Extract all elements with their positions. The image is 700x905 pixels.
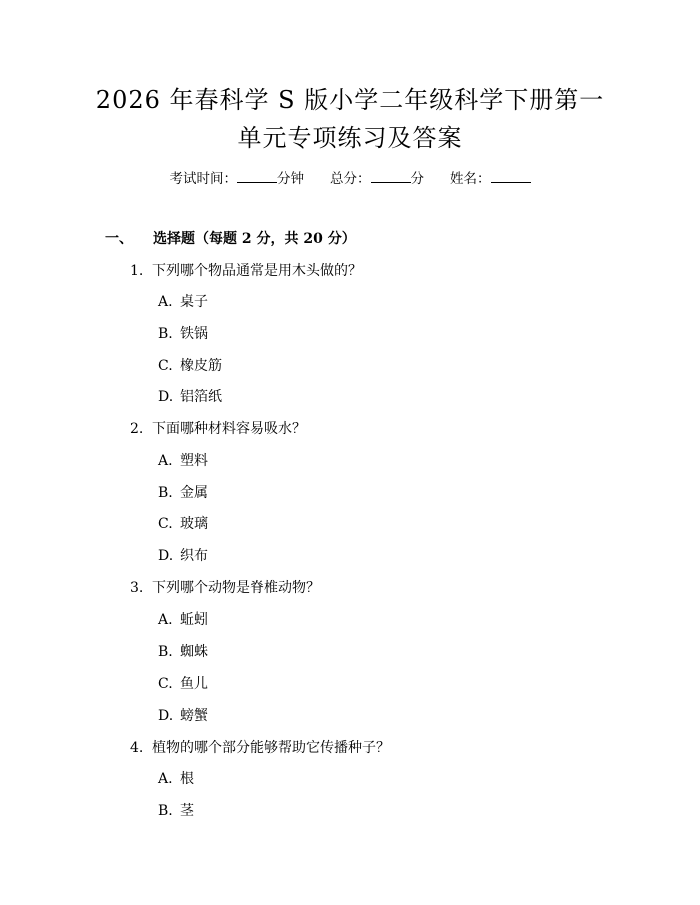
option-3b bbox=[158, 642, 208, 662]
option-letter: B. bbox=[158, 326, 173, 342]
option-letter: D. bbox=[158, 389, 174, 405]
total-score-label: 总分： bbox=[330, 171, 371, 187]
option-1d bbox=[158, 387, 222, 407]
question-text: 植物的哪个部分能够帮助它传播种子？ bbox=[152, 740, 390, 756]
option-4a bbox=[158, 769, 194, 789]
option-text: 铝箔纸 bbox=[180, 389, 222, 405]
option-letter: C. bbox=[158, 516, 173, 532]
option-2c bbox=[158, 514, 208, 534]
option-letter: D. bbox=[158, 548, 174, 564]
option-4b bbox=[158, 801, 194, 821]
exam-time-unit: 分钟 bbox=[277, 171, 304, 187]
exam-time-label: 考试时间： bbox=[169, 171, 237, 187]
option-3a bbox=[158, 610, 208, 630]
exam-info-row bbox=[0, 168, 700, 189]
option-letter: C. bbox=[158, 358, 173, 374]
document-title-line-1: 2026 年春科学 S 版小学二年级科学下册第一 bbox=[95, 86, 605, 114]
question-number: 1. bbox=[130, 263, 144, 279]
question-text: 下面哪种材料容易吸水？ bbox=[152, 421, 306, 437]
student-name-blank bbox=[491, 168, 531, 183]
option-text: 塑料 bbox=[180, 453, 208, 469]
option-text: 根 bbox=[180, 771, 194, 787]
option-letter: B. bbox=[158, 485, 173, 501]
section-heading bbox=[105, 229, 356, 249]
option-letter: B. bbox=[158, 644, 173, 660]
question-3 bbox=[130, 578, 320, 598]
option-text: 桌子 bbox=[180, 294, 208, 310]
option-text: 蜘蛛 bbox=[180, 644, 208, 660]
option-1b bbox=[158, 324, 208, 344]
option-letter: A. bbox=[158, 771, 173, 787]
option-2b bbox=[158, 483, 208, 503]
question-number: 4. bbox=[130, 740, 144, 756]
option-text: 蚯蚓 bbox=[180, 612, 208, 628]
section-title: 选择题（每题 2 分，共 20 分） bbox=[153, 231, 356, 247]
option-letter: A. bbox=[158, 453, 173, 469]
question-number: 2. bbox=[130, 421, 144, 437]
question-text: 下列哪个动物是脊椎动物？ bbox=[152, 580, 320, 596]
option-3c bbox=[158, 674, 208, 694]
option-text: 玻璃 bbox=[180, 516, 208, 532]
option-text: 鱼儿 bbox=[180, 676, 208, 692]
option-1a bbox=[158, 292, 208, 312]
exam-time-blank bbox=[237, 168, 277, 183]
document-title-line-2: 单元专项练习及答案 bbox=[237, 124, 463, 152]
option-1c bbox=[158, 356, 222, 376]
option-letter: A. bbox=[158, 294, 173, 310]
section-number: 一、 bbox=[105, 231, 133, 247]
option-2d bbox=[158, 546, 208, 566]
student-name-label: 姓名： bbox=[450, 171, 491, 187]
option-letter: B. bbox=[158, 803, 173, 819]
option-letter: D. bbox=[158, 708, 174, 724]
option-letter: C. bbox=[158, 676, 173, 692]
option-3d bbox=[158, 706, 208, 726]
question-text: 下列哪个物品通常是用木头做的？ bbox=[152, 263, 362, 279]
option-text: 金属 bbox=[180, 485, 208, 501]
total-score-blank bbox=[371, 168, 411, 183]
option-text: 橡皮筋 bbox=[180, 358, 222, 374]
total-score-unit: 分 bbox=[410, 171, 424, 187]
question-1 bbox=[130, 261, 362, 281]
question-4 bbox=[130, 738, 390, 758]
option-text: 织布 bbox=[180, 548, 208, 564]
option-text: 铁锅 bbox=[180, 326, 208, 342]
option-text: 螃蟹 bbox=[180, 708, 208, 724]
option-text: 茎 bbox=[180, 803, 194, 819]
option-letter: A. bbox=[158, 612, 173, 628]
question-2 bbox=[130, 419, 306, 439]
question-number: 3. bbox=[130, 580, 144, 596]
option-2a bbox=[158, 451, 208, 471]
